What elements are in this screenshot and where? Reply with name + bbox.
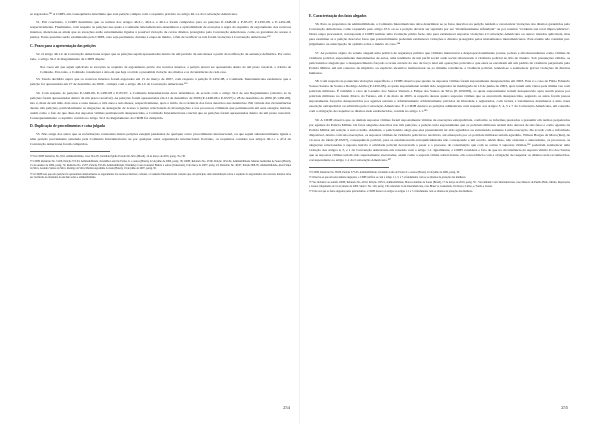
paragraph-58: 58. Com respeito às potenciais violações específicas, a CIDH observa que quanto às supostas vítimas foram supostamente desaparecidas em 2003. Este é o caso de Fábio Eduardo Soares Santos de Souza e Rodrigo Abílio (P-1450-08), as quais supostamente teriam sido resgatados na madrugada de 10 de junho de 2003, após terem sido vistos pela última vez com policiais militares. É também o caso de Leandro dos Santos Ventura e Felipe dos Santos da Silva (P-1650/08), os quais supostamente teriam desaparecido após serem presos por policiais militares no fundo Morro do Turano, em 2 de maio de 2003. A respeito dessas quatro supostas vítimas que se encontram desaparecidas, segundo os autos foram presos supostamente forçados desaparecidos por agentes estatais e arbitrariamente arbitrariamente privados de liberdade e registrados, com tortura e tratamentos desumanos e uma cruel execução extrajudicial ou arbitrária pela Convenção Americana. É a CIDH destaca as petições admissíveis com respeito aos artigos 3, 4, 5 e 7 da Convenção Americana, em conexão com a obrigação de respeitar os direitos nele estabelecidos, contida no artigo 1.1.¹⁸⁵ — [309, 79, 570, 114]
page-number: 254 — [283, 405, 290, 410]
section-heading-e: E. Caracterização dos fatos alegados — [309, 14, 367, 18]
block-quote: Nos casos em que sejam aplicáveis as exceções ao requisito de esgotamento prévio dos recursos internos, a petição deverá ser apresentada dentro de um prazo razoável, a critério da Comissão. Para tanto, a Comissão considerará a data em que haja ocorrido a presumida violação dos direitos e as circunstâncias de cada caso. — [40, 65, 291, 74]
paragraph-56: 56. Para os propósitos de admissibilidade, a Comissão Interamericana deve determinar se os fatos descritos na petição tendem a caracterizar violações dos direitos garantidos pela Convenção Americana, como requerido pelo artigo 47.b ou se a petição deveria ser rejeitada por ser "manifestamente infundada" ou por resultar "evidente sua total improcedência". Nesta etapa processual, corresponde à CIDH realizar uma avaliação prima facie, não para estabelecer supostas violações à Convenção Americana ou outros tratados aplicáveis, mas para examinar se a petição descreve fatos que potencialmente poderiam estabelecer violações a direitos protegidos pelos instrumentos interamericanos. Este exame não constitui pré-julgamento ou antecipação de opinião sobre o mérito do caso.¹⁸⁴ — [309, 22, 570, 47]
section-heading-d: D. Duplicação de procedimentos e coisa julgada — [30, 124, 105, 129]
paragraph-55: 55. Não surge dos autos que as reclamações constantes destas petições estejam pendentes de qualquer outro procedimento internacional, ou que sejam substancialmente iguais a uma petição previamente estudada pela Comissão Interamericana ou por qualquer outra organização internacional. Portanto, os requisitos contidos nos artigos 46.1.c e 47.d da Convenção Americana foram cumpridos. — [30, 132, 291, 147]
footnote-184: ¹⁸⁴ CIDH, Relatório No. 85/09, Petição 373-03, Admissibilidade, Juvenildo Leite de Farias Jr. e outros (Brasil), 22 de julho de 2009, parág. 39. — [309, 170, 460, 174]
page-number: 255 — [561, 405, 568, 410]
footnote-divider — [309, 167, 389, 168]
footnote-186: ¹⁸⁶ Ver, inclusive ao sentido CIDH, Relatório No. 40/10, Petição 1305-S, Admissibilidade, Marcos Antônio de Souza (Brasil), 17 de março de 2010, parág. 59 – Ver também: Corte Interamericana, caso Masacre de Pueblo Bello, Mérito, Reparações e Custas, Julgamento de 31 de janeiro de 2006. Série C No. 140, parág. 136; relatando Corte Interamericana, caso Blake vs. Guatemala, Ver Rosa e Cirino, e, Fondo e Custas. — [309, 181, 570, 188]
paragraph-53: 53. Tendo decidido supra que os recursos internos foram esgotados em 15 de março de 2007, com respeito à petição P-1452-08, a Comissão Interamericana estabelece que a petição foi apresentada em 27 de dezembro de 2006 - cumpre com o artigo 46.1.b da Convenção Americana.¹⁸³ — [30, 77, 291, 87]
paragraph-57: 57. As petições objeto do estudo alegam uma política de segurança pública que vitimiza intencional e desproporcionalmente jovens, pobres e afrodescendentes como vítimas de violência policial, supostamente denominados de autos, uma tendência de um perfil social onde social relacionado à violência policial no Rio de Janeiro. Sob presunções válidas, os peticionários alegam que o desaparecimento forçado ocorreu através do uso de força letal em operações policiais e que estes se encaixam em um padrão de violência perpetrada pela Polícia Militar, em um contexto de implícito ou explícito incentivo institucional ou ao mínimo tolerância, a violência policial, tendem-se a estabelecer graves violações de direitos humanos. — [309, 50, 570, 75]
footnote-182: ¹⁸² CIDH, Relatório No. 51/09, Petição 373-03, Admissibilidade, Juvenilho Leite De Farias, Jr. e outros (Brasil), 22 de julho de 2009, parág. 18; CIDH, Relatório No. 25/06, Petição 1252-04, Admissibilidade, Mateus Guimarães de Souza (Brasil), 15 de outubro de 2009, parág. 74; Relatório No. 25/07, Petição 352-06, Admissibilidade, Wanderley Costa Gonzalez Batista e outros (Venezuela), 9 de março de 2007; parág. 43; Relatório No. 40/07, Petição 868-05, Admissibilidade, Alan Felipe da Silva, Leandro Santos da Silva, Rodrigo da Silva Martins Agostinho Correia (Brasil), 19 de julho de 2007, parág. 95. — [30, 160, 291, 171]
footnote-183: ¹⁸³ A CIDH nota que esta petição foi apresentada anteriormente ao esgotamento dos recursos internos; contudo, a Comissão Interamericana constata que, em princípio, uma determinação sobre o requisito do esgotamento dos recursos internos deve ser verificada no momento da decisão sobre a admissibilidade. — [30, 172, 291, 180]
paragraph-51: 51. Em conclusão, a CIDH determina que os termos dos artigos 46.2.c, 46.2.a, e 46.1.a foram cumpridos para as petições P-1448-06 e P-65-07; P-1450-08, e P-1452-08, respectivamente. Finalmente, com respeito às petições nas quais a Comissão Interamericana determinou a aplicabilidade de exceções à regra do requisito de esgotamento dos recursos internos, menciona-se ainda que as exceções estão estreitamente ligadas à possível violação de certos direitos protegidos pela Convenção Americana, como as garantias de acesso à justiça. Estas questões serão examinadas pela CIDH, caso seja pertinente, durante a etapa de mérito, a fim de verificar se tais foram violações à Convenção Americana.¹⁸² — [30, 20, 291, 40]
section-heading-c: C. Prazo para a apresentação das petições — [30, 43, 96, 48]
right-page — [300, 0, 600, 424]
footnote-181: ¹⁸¹ Ver CIDH, Relatório No. 8/10, Admissibilidade, Caso 36.2-85, Jucinildo Egídio Ferreira Da Silva (Brasil), 16 de março de 2016, parag. 35 e 38. — [30, 155, 186, 159]
paragraph-52: 52. O artigo 46.1.b da Convenção Americana requer que as petições sejam apresentadas dentro de um período de seis meses a partir da notificação da sentença definitiva. Por outro lado, o artigo 32.2 do Regulamento da CIDH dispõe: — [30, 51, 291, 61]
paragraph-59: 59. A CIDH observa que os demais supostas vítimas foram supostamente vítimas de execuções extrajudiciais, conforme os informes prestados a presumir em termos perpetrados por agentes da Polícia Militar. Os fatos alegados descritos nas três petições, a petição teria supostamente que os policiais militares teriam sido autores de tais fatos e como agentes da Polícia Militar em relação a esta ocasião. Ademais, o peticionário alega que eles pretenderam ter sido agredidos ou estruturado somente à uma execução. De acordo com o informado disponível, dentro com tais execuções, os supostos vítimas de violência policial no território, até ameaçado por os policiais militares teriam agredido, Wilson Borges de Mota (Rei), de 14 anos de idade (P-65/07), consequência policial, para se estabelecerem extrajudicialmente não corresponde a um acordo. Além disso, não obstante o antecedente, os processos, as alegações relacionadas à suposta inércia à atividade policial decorreram a pesar e o processo de constituição que com as outras 5 supostas vítimas,¹⁸⁶ poderiam estabelecer uma violação dos artigos 4, 5, e 1 da Convenção Americana em conexão com o artigo 1.1. Igualmente, a CIDH considera o fato de que na circunstância da suposta vítima Ivo dos Santos que as supostas vítimas teriam sido supostamente executadas, assim como a suposta vítima sobrevivente, em concordância com a obrigação de respeitar os direitos nele reconhecidos, correspondente ao artigo 1.1 da Convenção Americana.¹⁸⁷ — [309, 117, 570, 162]
footnote-185: ¹⁸⁵ Observa-se que em suas demais alegações, a CIDH verifica se com o artigo 1.1, 3, e 7 e fundamento com os os direitos de proteção das mulheres. — [309, 176, 467, 180]
paragraph-54: 54. Com respeito às petições P-1448-06, P-1450-08 e P-65/07, a Comissão Interamericana deve determinar, de acordo com o artigo 32.2 de seu Regulamento (relativo as às petições foram apresentadas dentro de um prazo razoável). As petições foram apresentadas em 21 de dezembro de 2006 (P-1448-06 e P-65/07) e 28 de dezembro de 2006 (P-1450-08), isto é, mais de um mês, dois anos e onze meses, e três anos e seis meses, respectivamente, após o início da ocorrência dos fatos descritos nas denúncias. Em virtude das circunstâncias destas três petições, particularmente as alegações de denegação de acesso à justiça relacionada às investigações e aos processos criminais que permanecem em seus estágios iniciais, assim como o fato de que duas das supostas vítimas permanecem desaparecidas, a Comissão Interamericana conclui que as petições foram apresentadas dentro de um prazo razoável. Consequentemente o requisito contido no artigo 32.2 do Regulamento da CIDH foi cumprido. — [30, 90, 291, 120]
footnote-187: ¹⁸⁷ Uma vez que os fatos alegados pelos peticionários, a CIDH destaca os artigos os artigos 1.1 e 7 e fundamento com os direitos de proteção das mulheres. — [309, 189, 473, 193]
footnote-divider — [30, 151, 110, 152]
paragraph-continuation: se esgotados.¹⁸¹ A CIDH, em consequência determina que esta petição cumpre com o requisito previsto no artigo 46.1.a da Convenção Americana. — [30, 12, 238, 16]
